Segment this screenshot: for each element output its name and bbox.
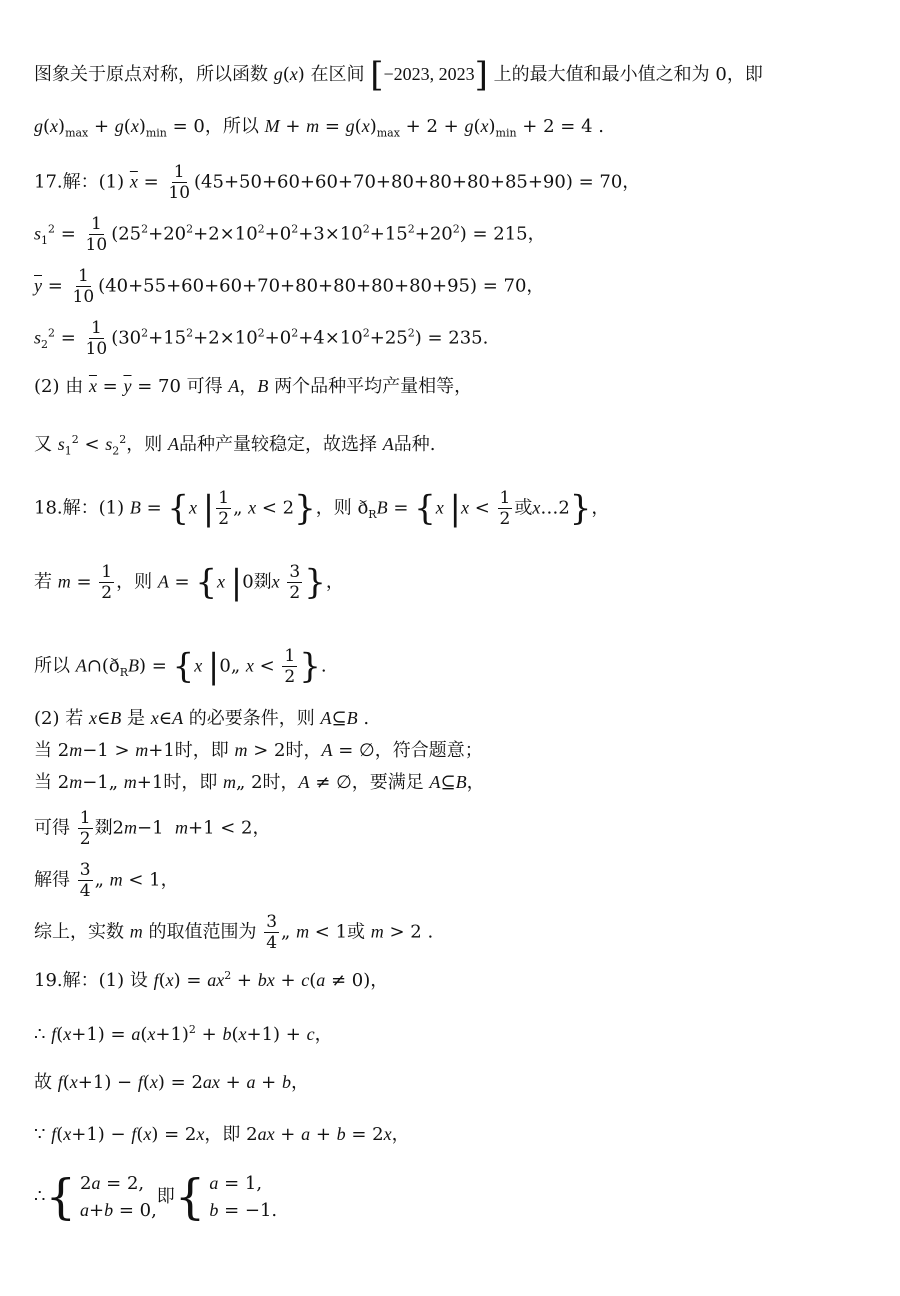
line-21: ∵ f(x+1) − f(x) = 2x，即 2ax + a + b = 2x， (34, 1124, 410, 1145)
line-1: 图象关于原点对称，所以函数 g(x) 在区间 [−2023, 2023] 上的最大值和最小值之和为 0，即 (34, 55, 763, 95)
line-13: 当 2m−1 > m+1时，即 m > 2时，A = ∅，符合题意； (34, 740, 483, 761)
line-10: 若 m = $\frac{1}{2}$ ，则 A = {x |0剟x $\frac{3}{2}$ }， (34, 562, 344, 603)
line-11: 所以 $A\cap(ð_RB) = \{x$ |0„ x < $\frac{1}{2}$ }. (34, 646, 327, 687)
line-9: 18.解：(1) B = {x | $\frac{1}{2}$ „ x < 2}，则 $ð_RB = \{x$ |x < $\frac{1}{2}$ 或x…2}， (34, 488, 610, 529)
line-8: 又 $s_1^2 < s_2^2$，则 A品种产量较稳定，故选择 A品种. (34, 433, 436, 458)
line-19: ∴ $f(x+1) = a(x+1)^2 + b(x+1) + c$， (34, 1023, 333, 1045)
line-22: ∴{ 2a = 2, a+b = 0, 即{ a = 1, b = −1. (34, 1169, 278, 1225)
line-18: 19.解：(1) 设 $f(x) = ax^2$ + bx + c(a ≠ 0)， (34, 969, 389, 991)
line-7: (2) 由 $\overline{x} = \overline{y} = 70$ 可得 A，B 两个品种平均产量相等， (34, 376, 473, 397)
line-12: (2) 若 x∈B 是 x∈A 的必要条件，则 A⊆B . (34, 708, 370, 729)
line-14: 当 2m−1„ m+1时，即 m„ 2时，A ≠ ∅，要满足 A⊆B， (34, 772, 485, 793)
line-5: $\overline{y}$ = $\frac{1}{10}$ (40+55+60+60+70+80+80+80+80+95) = 70， (34, 266, 545, 307)
line-20: 故 f(x+1) − f(x) = 2ax + a + b， (34, 1072, 309, 1093)
line-4: $s_1^2$ = $\frac{1}{10}$ $(25^2+20^2+2\times 10^2+0^2+3\times 10^2+15^2+20^2) = 215$， (34, 214, 546, 255)
line-15: 可得 $\frac{1}{2}$ 剟2m−1 m+1 < 2， (34, 808, 271, 849)
line-6: $s_2^2$ = $\frac{1}{10}$ $(30^2+15^2+2\times 10^2+0^2+4\times 10^2+25^2) = 235$. (34, 318, 489, 359)
line-3: 17.解：(1) $\overline{x}$ = $\frac{1}{10}$ (45+50+60+60+70+80+80+80+85+90) = 70， (34, 162, 641, 203)
line-2: $g(x)_{max} + g(x)_{min} = 0$，所以 $M + m = g(x)_{max} + 2 + g(x)_{min} + 2 = 4$ . (34, 116, 604, 140)
line-16: 解得 $\frac{3}{4}$ „ m < 1， (34, 860, 179, 901)
line-17: 综上，实数 m 的取值范围为 $\frac{3}{4}$ „ m < 1或 m > 2 . (34, 912, 434, 953)
